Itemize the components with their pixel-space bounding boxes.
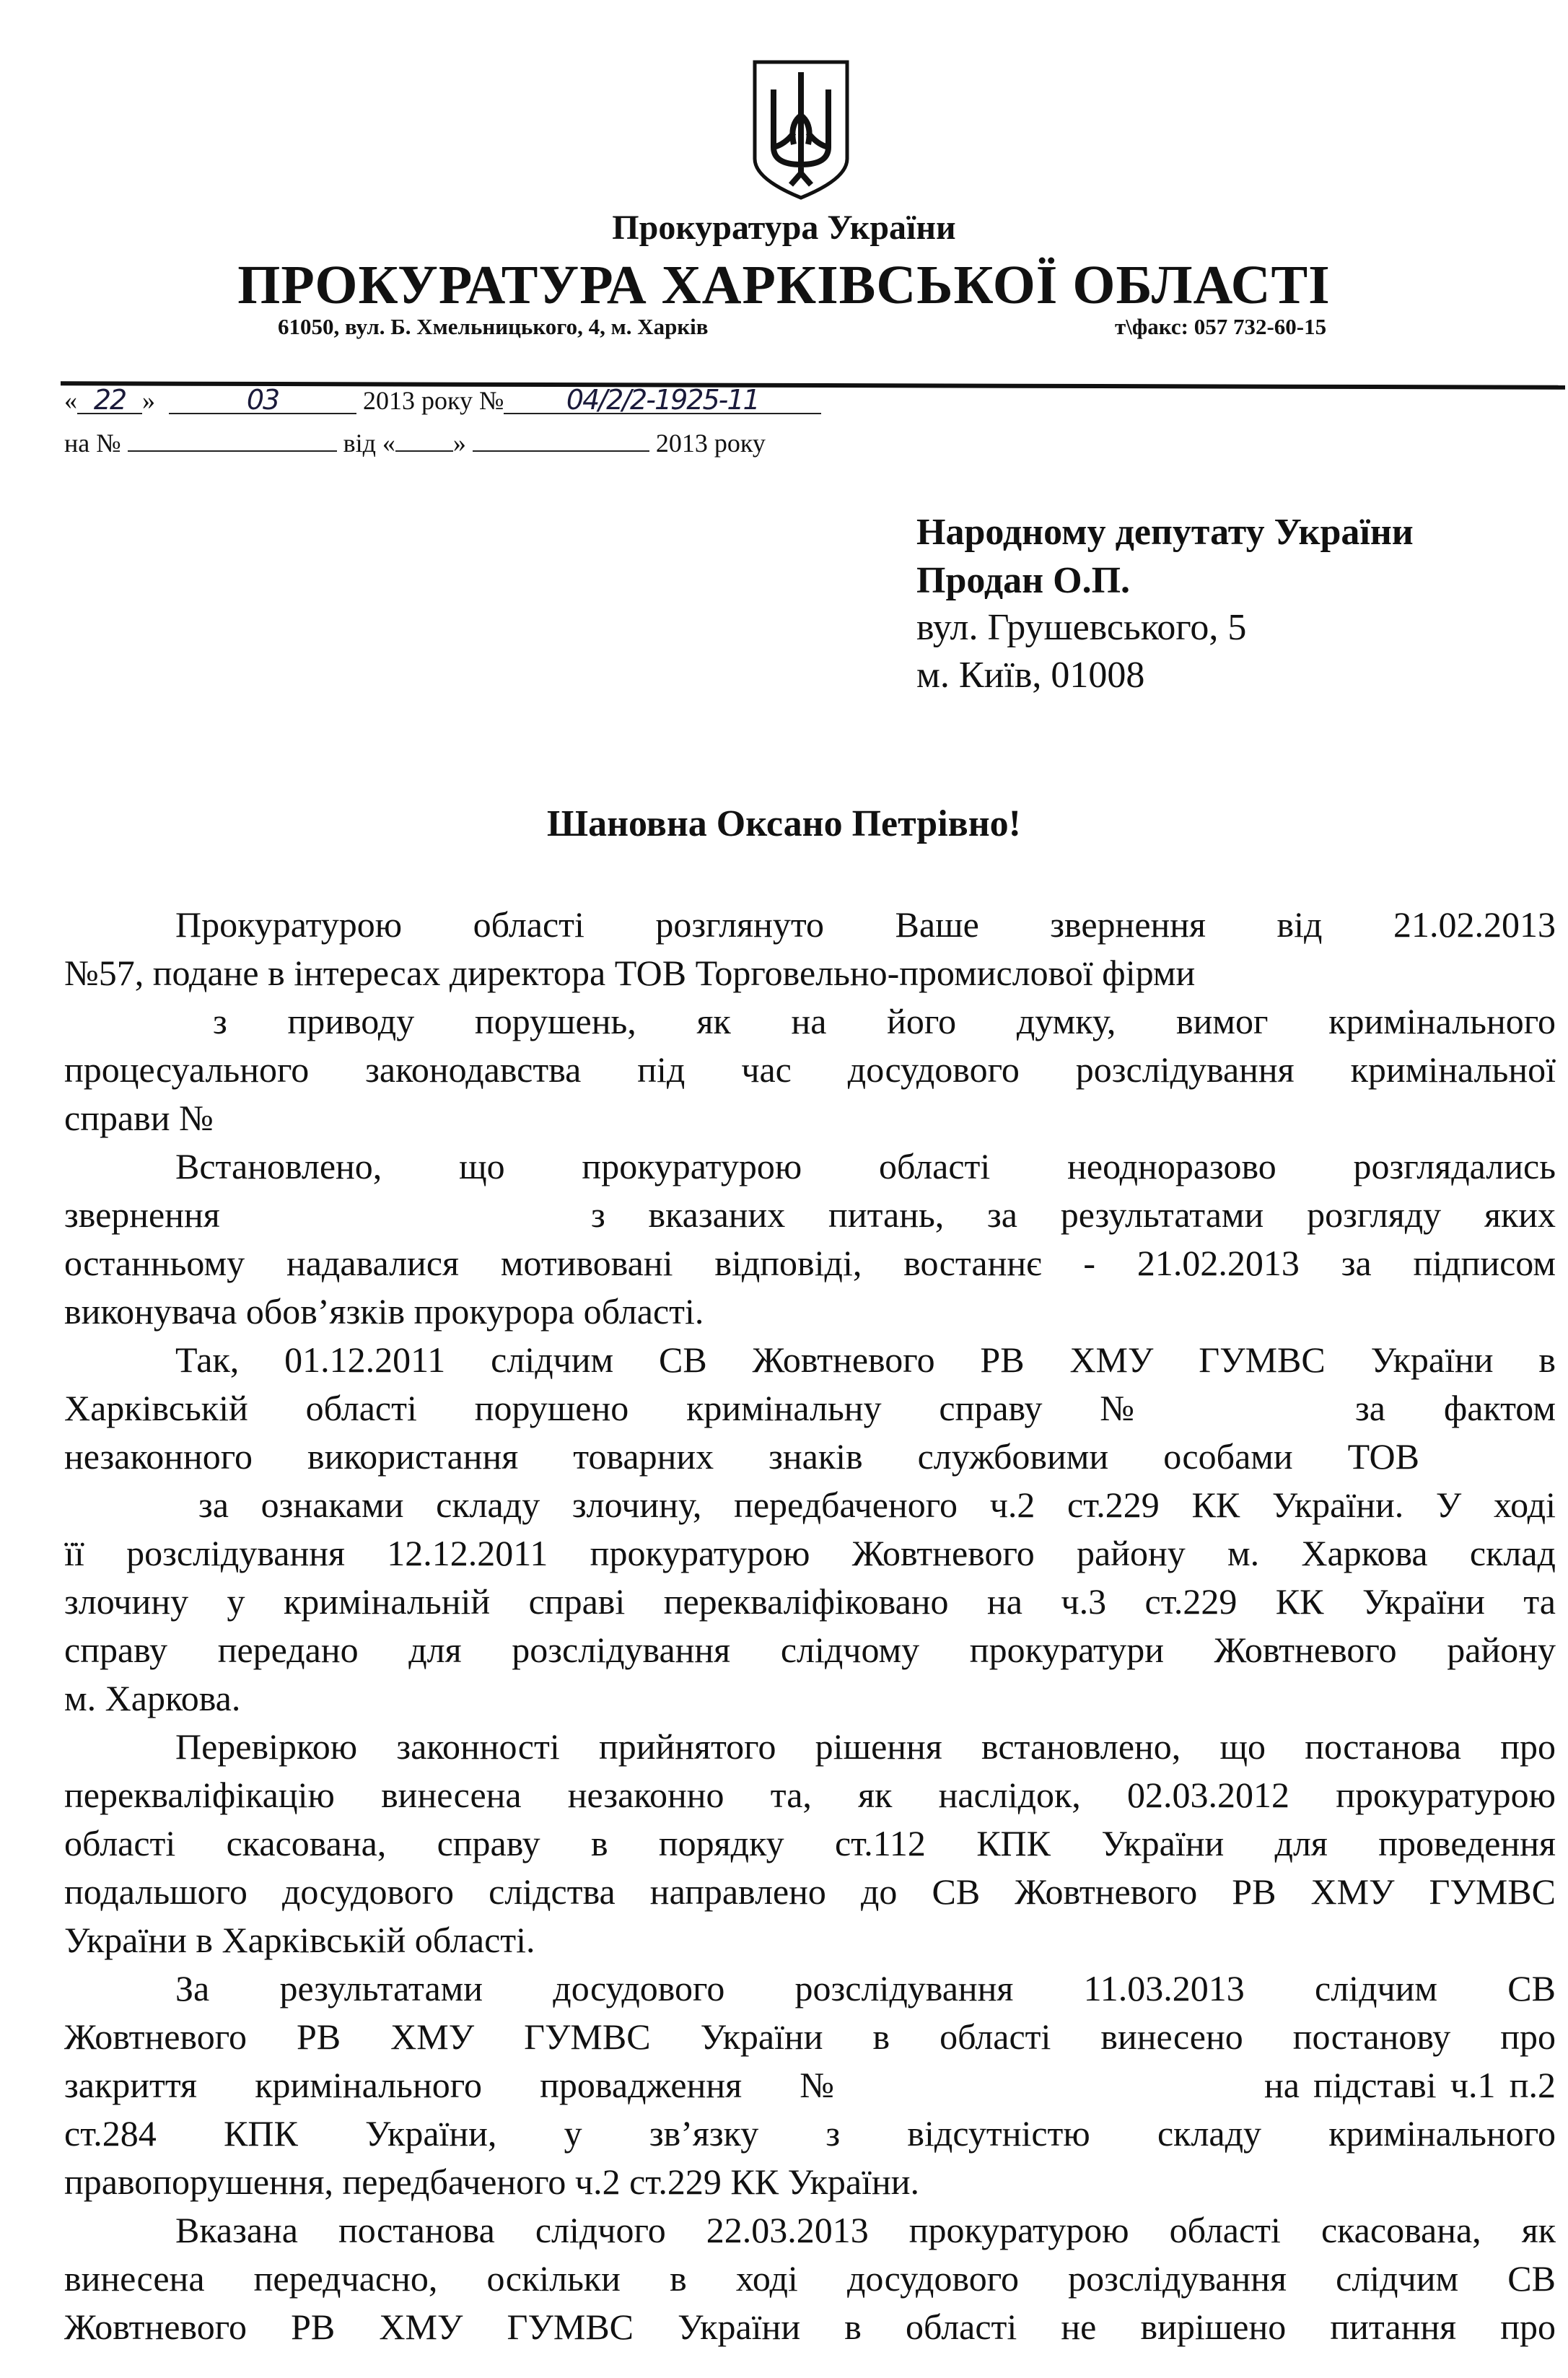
quote-close: » — [142, 386, 155, 415]
coat-of-arms-icon — [750, 58, 851, 202]
ref-label: на № — [64, 429, 121, 458]
body-line: Жовтневого РВ ХМУ ГУМВС України в області винесено постанову про — [64, 2016, 1556, 2057]
body-line: За результатами досудового розслідування 11.03.2013 слідчим СВ — [175, 1968, 1556, 2008]
ref-number-blank — [128, 421, 337, 452]
letter-body — [64, 901, 1556, 2351]
body-line: України в Харківській області. — [64, 1920, 535, 1960]
body-line: Встановлено, що прокуратурою області неодноразово розглядались — [175, 1146, 1556, 1186]
quote-open: « — [64, 386, 77, 415]
reg-day: 22 — [77, 384, 142, 414]
body-line: злочину у кримінальній справі перекваліфіковано на ч.3 ст.229 КК України та — [64, 1581, 1556, 1622]
incoming-reference — [64, 421, 766, 458]
body-line-part: Харківській області порушено кримінальну справу № — [64, 1388, 1134, 1428]
body-line-part: з вказаних питань, за результатами розгляду яких — [591, 1194, 1556, 1235]
org-phone-fax: т\факс: 057 732-60-15 — [1115, 314, 1327, 339]
body-line: за ознаками складу злочину, передбаченого ч.2 ст.229 КК України. У ході — [198, 1485, 1556, 1525]
body-line: незаконного використання товарних знаків службовими особами ТОВ — [64, 1436, 1419, 1477]
body-line: м. Харкова. — [64, 1678, 241, 1718]
body-line: подальшого досудового слідства направлено до СВ Жовтневого РВ ХМУ ГУМВС — [64, 1871, 1556, 1912]
addressee-city: м. Київ, 01008 — [916, 655, 1145, 696]
reg-number: 04/2/2-1925-11 — [504, 384, 821, 414]
reg-month: 03 — [169, 384, 356, 414]
body-line: справи № — [64, 1098, 214, 1138]
ref-day-blank — [395, 421, 453, 452]
reg-year-label: 2013 року № — [363, 386, 504, 415]
body-line-part: звернення — [64, 1194, 220, 1235]
body-line: Перевіркою законності прийнятого рішення встановлено, що постанова про — [175, 1726, 1556, 1767]
body-line: Так, 01.12.2011 слідчим СВ Жовтневого РВ ХМУ ГУМВС України в — [175, 1339, 1556, 1380]
body-line: справу передано для розслідування слідчому прокуратури Жовтневого району — [64, 1630, 1556, 1670]
body-line-part: за фактом — [1355, 1388, 1556, 1428]
body-line: області скасована, справу в порядку ст.112 КПК України для проведення — [64, 1823, 1556, 1863]
ref-from-label: від « — [343, 429, 395, 458]
body-line: Жовтневого РВ ХМУ ГУМВС України в області не вирішено питання про — [64, 2307, 1556, 2347]
body-line: №57, подане в інтересах директора ТОВ Торговельно-промислової фірми — [64, 953, 1196, 993]
addressee-street: вул. Грушевського, 5 — [916, 607, 1247, 648]
body-line: винесена передчасно, оскільки в ході досудового розслідування слідчим СВ — [64, 2258, 1556, 2299]
outgoing-registration — [64, 384, 821, 416]
body-line — [64, 1191, 1556, 1239]
body-line: її розслідування 12.12.2011 прокуратурою Жовтневого району м. Харкова склад — [64, 1533, 1556, 1573]
body-line: з приводу порушень, як на його думку, вимог кримінального — [213, 1001, 1556, 1041]
addressee-name: Продан О.П. — [916, 560, 1131, 601]
org-name: ПРОКУРАТУРА ХАРКІВСЬКОЇ ОБЛАСТІ — [237, 255, 1331, 315]
ref-from-close: » — [452, 429, 466, 458]
body-line: правопорушення, передбаченого ч.2 ст.229 КК України. — [64, 2161, 919, 2202]
body-line: перекваліфікацію винесена незаконно та, як наслідок, 02.03.2012 прокуратурою — [64, 1775, 1556, 1815]
org-parent-name: Прокуратура України — [612, 209, 956, 247]
body-line: ст.284 КПК України, у зв’язку з відсутністю складу кримінального — [64, 2113, 1556, 2154]
body-line-part: закриття кримінального провадження № — [64, 2065, 834, 2105]
ref-year-label: 2013 року — [655, 429, 766, 458]
body-line: виконувача обов’язків прокурора області. — [64, 1291, 704, 1332]
body-line — [64, 2061, 1556, 2110]
body-line-part: на підставі ч.1 п.2 — [1264, 2065, 1556, 2105]
body-line: Прокуратурою області розглянуто Ваше звернення від 21.02.2013 — [175, 904, 1556, 945]
ref-month-blank — [473, 421, 649, 452]
salutation: Шановна Оксано Петрівно! — [546, 803, 1022, 844]
org-address: 61050, вул. Б. Хмельницького, 4, м. Харків — [278, 314, 709, 339]
body-line: процесуального законодавства під час досудового розслідування кримінальної — [64, 1049, 1556, 1090]
body-line: останньому надавалися мотивовані відповіді, востаннє - 21.02.2013 за підписом — [64, 1243, 1556, 1283]
addressee-title: Народному депутату України — [916, 512, 1414, 553]
body-line: Вказана постанова слідчого 22.03.2013 прокуратурою області скасована, як — [175, 2210, 1556, 2250]
body-line — [64, 1384, 1556, 1433]
